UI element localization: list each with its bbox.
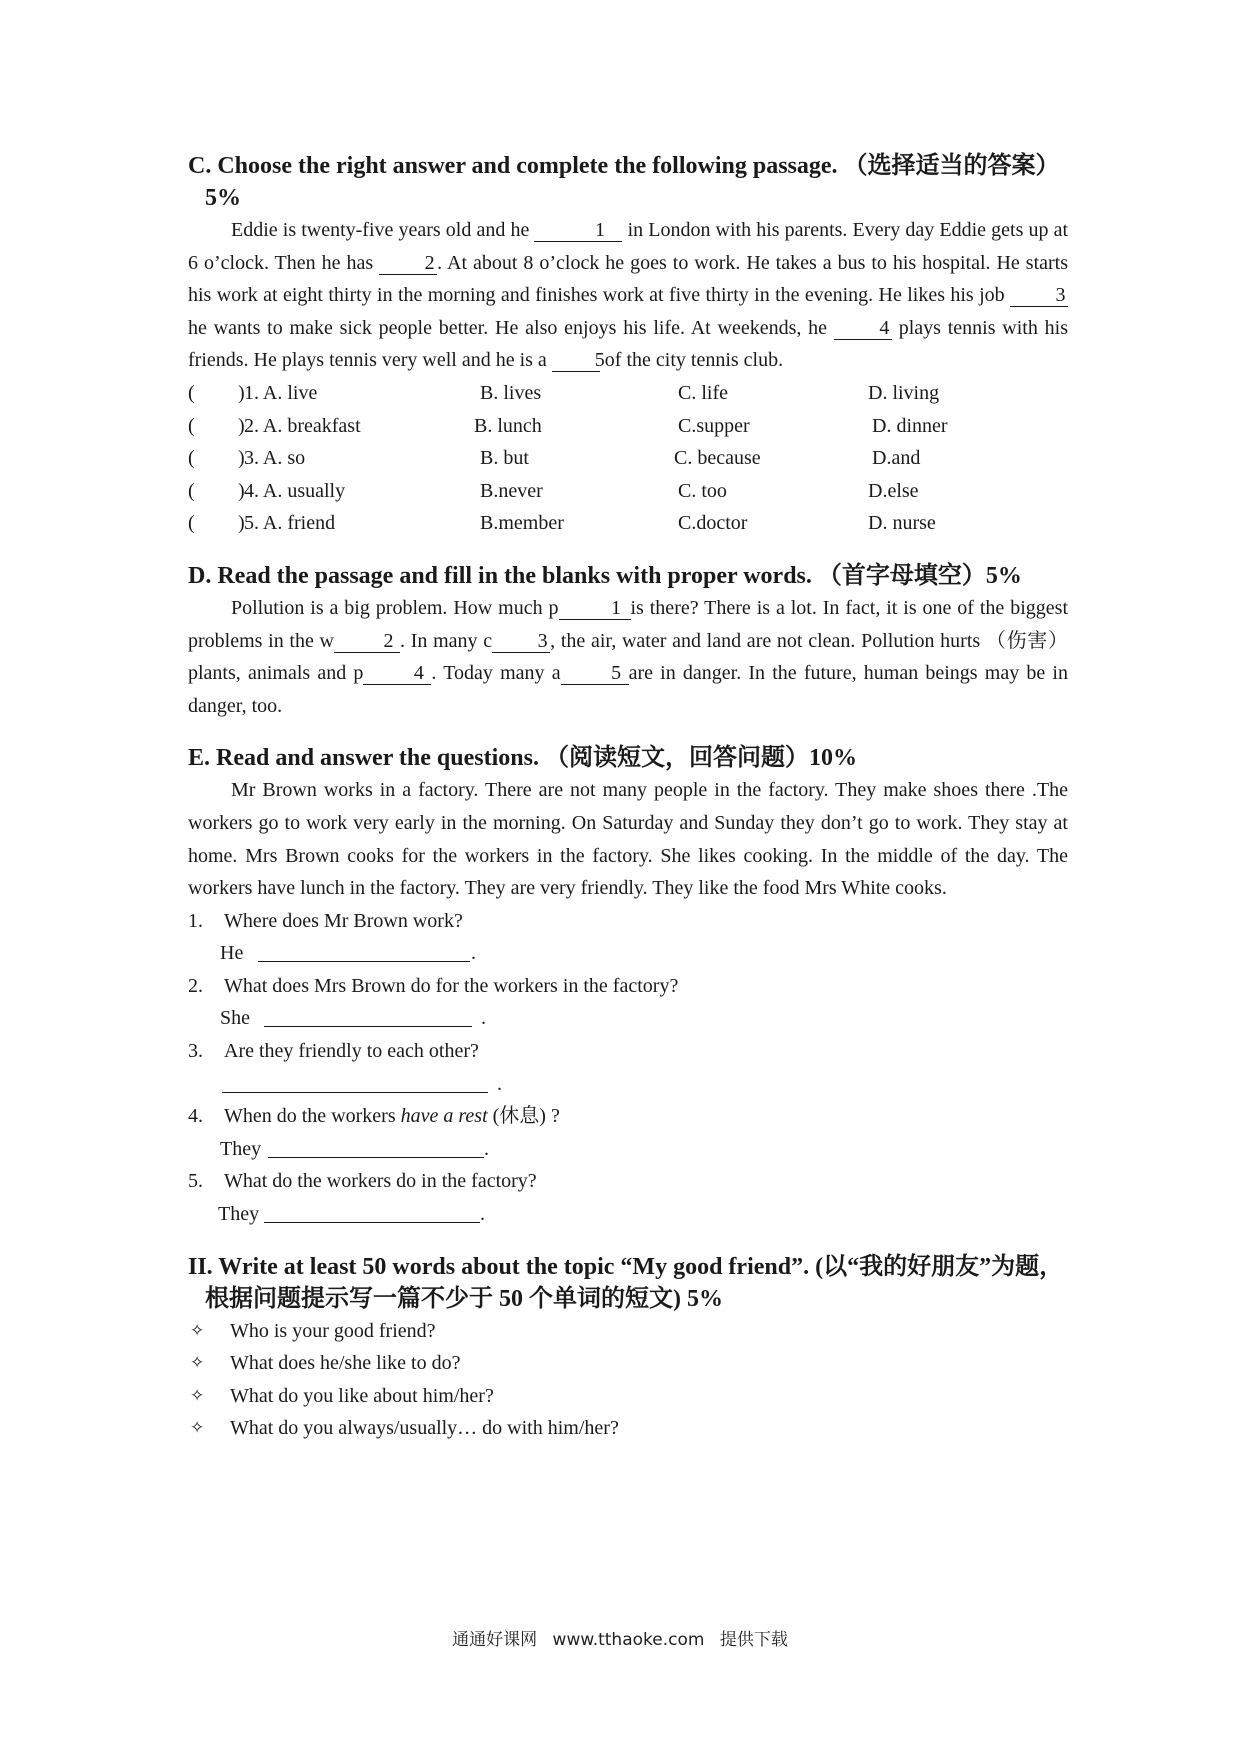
question-text: Where does Mr Brown work?	[224, 909, 463, 932]
question-text-emphasis: have a rest	[400, 1105, 488, 1128]
section-spacer	[188, 1231, 1068, 1251]
question-text-part: When do the workers	[224, 1105, 401, 1128]
answer-line	[188, 1002, 1068, 1035]
question-item	[188, 905, 1068, 938]
answer-blank[interactable]	[268, 1157, 484, 1158]
option-d: D. nurse	[868, 512, 936, 535]
question-item	[188, 1100, 1068, 1133]
answer-paren-close: )	[238, 447, 245, 470]
passage-text: he wants to make sick people better. He also enjoys his life. At weekends, he	[188, 316, 828, 339]
tip-item	[188, 1347, 1068, 1380]
passage-text: plays tennis with his friends. He plays tennis very well and he is a	[188, 316, 1069, 372]
section-c-passage	[188, 214, 1068, 377]
blank-5[interactable]: 5	[561, 662, 629, 685]
section-spacer	[188, 722, 1068, 742]
option-a: 5. A. friend	[244, 512, 336, 535]
option-b: B. lunch	[474, 414, 542, 437]
answer-blank[interactable]	[258, 961, 470, 962]
answer-line	[188, 1068, 1068, 1101]
answer-prefix: They	[218, 1203, 260, 1226]
footer-site-name: 通通好课网	[452, 1630, 538, 1650]
answer-paren-open: (	[188, 414, 195, 437]
passage-text: Pollution is a big problem. How much p	[231, 596, 559, 619]
option-d: D. living	[868, 381, 940, 404]
worksheet-content	[188, 150, 1068, 1445]
answer-period: .	[497, 1072, 502, 1095]
option-row	[188, 377, 1068, 410]
passage-text: . At about 8 o’clock he goes to work. He takes a bus to his hospital. He starts his work at eight thirty in the morning and finishes work at five thirty in the evening. He likes his job	[188, 251, 1069, 307]
passage-text: . Today many a	[431, 662, 561, 685]
answer-period: .	[480, 1203, 485, 1226]
option-row	[188, 442, 1068, 475]
question-number: 2.	[188, 974, 203, 997]
blank-4[interactable]: 4	[363, 662, 431, 685]
section-d-title: D. Read the passage and fill in the blanks with proper words. （首字母填空）5%	[188, 562, 1022, 589]
question-item	[188, 970, 1068, 1003]
answer-blank[interactable]	[264, 1222, 480, 1223]
blank-1[interactable]: 1	[534, 219, 622, 242]
option-d: D.else	[868, 479, 919, 502]
answer-paren-open: (	[188, 512, 195, 535]
answer-prefix: He	[220, 942, 244, 965]
tip-text: What does he/she like to do?	[230, 1352, 461, 1375]
question-number: 5.	[188, 1170, 203, 1193]
section-c-title: C. Choose the right answer and complete the following passage. （选择适当的答案）5%	[188, 153, 1060, 211]
answer-line	[188, 1198, 1068, 1231]
sparkle-bullet-icon: ✧	[190, 1353, 205, 1374]
answer-paren-close: )	[238, 414, 245, 437]
blank-4[interactable]: 4	[834, 317, 892, 340]
answer-paren-close: )	[238, 512, 245, 535]
passage-text: are in danger. In the future, human beings may be in danger, too.	[188, 662, 1068, 717]
sparkle-bullet-icon: ✧	[190, 1418, 205, 1439]
footer-url[interactable]: www.tthaoke.com	[552, 1630, 705, 1650]
option-c: C. too	[678, 479, 727, 502]
section-e-passage: Mr Brown works in a factory. There are not many people in the factory. They make shoes there .The workers go to work very early in the morning. On Saturday and Sunday they don’t go to work. They stay at home. Mrs Brown cooks for the workers in the factory. She likes cooking. In the middle of the day. The workers have lunch in the factory. They are very friendly. They like the food Mrs White cooks.	[188, 779, 1068, 900]
question-list	[188, 905, 1068, 1231]
section-spacer	[188, 540, 1068, 560]
sparkle-bullet-icon: ✧	[190, 1385, 205, 1406]
question-text: Are they friendly to each other?	[224, 1040, 479, 1063]
passage-text: in London with his parents. Every day Eddie gets up at 6 o’clock. Then he has	[188, 219, 1069, 274]
answer-prefix: They	[220, 1137, 262, 1160]
question-number: 4.	[188, 1105, 203, 1128]
blank-2[interactable]: 2	[334, 630, 400, 653]
answer-line	[188, 1133, 1068, 1166]
answer-paren-open: (	[188, 447, 195, 470]
question-number: 1.	[188, 909, 203, 932]
option-a: 1. A. live	[244, 381, 318, 404]
option-d: D.and	[872, 447, 921, 470]
option-b: B.member	[480, 512, 564, 535]
passage-text: is there? There is a lot. In fact, it is one of the biggest problems in the w	[188, 596, 1068, 652]
blank-3[interactable]: 3	[492, 630, 550, 653]
answer-period: .	[484, 1137, 489, 1160]
sparkle-bullet-icon: ✧	[190, 1320, 205, 1341]
blank-1[interactable]: 1	[559, 597, 631, 620]
blank-3[interactable]: 3	[1010, 284, 1068, 307]
option-a: 4. A. usually	[244, 479, 346, 502]
section-d-passage	[188, 592, 1068, 722]
option-row	[188, 507, 1068, 540]
section-e-title: E. Read and answer the questions. （阅读短文，回答问题）10%	[188, 745, 857, 772]
option-c: C.supper	[678, 414, 750, 437]
answer-paren-open: (	[188, 479, 195, 502]
question-item	[188, 1035, 1068, 1068]
option-d: D. dinner	[872, 414, 948, 437]
tip-item	[188, 1380, 1068, 1413]
answer-blank[interactable]	[222, 1092, 488, 1093]
tip-item	[188, 1315, 1068, 1348]
option-a: 3. A. so	[244, 447, 306, 470]
question-text: What do the workers do in the factory?	[224, 1170, 537, 1193]
passage-text: of the city tennis club.	[604, 349, 784, 372]
section-c-options	[188, 377, 1068, 540]
tip-text: What do you always/usually… do with him/her?	[230, 1417, 619, 1440]
answer-prefix: She	[220, 1007, 250, 1030]
blank-2[interactable]: 2	[379, 252, 437, 275]
question-text: What does Mrs Brown do for the workers in the factory?	[224, 974, 679, 997]
option-row	[188, 410, 1068, 443]
option-row	[188, 475, 1068, 508]
page-footer	[0, 1625, 1240, 1650]
answer-period: .	[471, 942, 476, 965]
passage-text: . In many c	[400, 629, 493, 652]
option-b: B. lives	[480, 381, 542, 404]
blank-5[interactable]: 5	[552, 349, 600, 372]
footer-suffix: 提供下载	[719, 1630, 788, 1650]
option-b: B. but	[480, 447, 529, 470]
writing-tips	[188, 1315, 1068, 1445]
answer-line	[188, 937, 1068, 970]
answer-paren-close: )	[238, 381, 245, 404]
question-text-part: (休息) ?	[487, 1105, 560, 1128]
answer-paren-open: (	[188, 381, 195, 404]
question-number: 3.	[188, 1040, 203, 1063]
option-c: C.doctor	[678, 512, 748, 535]
question-text	[224, 1100, 560, 1133]
option-a: 2. A. breakfast	[244, 414, 361, 437]
answer-paren-close: )	[238, 479, 245, 502]
section-ii-title: II. Write at least 50 words about the topic “My good friend”. (以“我的好朋友”为题，根据问题提示写一篇不少于 50 个单词的短文) 5%	[188, 1253, 1064, 1312]
tip-item	[188, 1412, 1068, 1445]
question-item	[188, 1165, 1068, 1198]
passage-text: , the air, water and land are not clean. Pollution hurts （伤害） plants, animals and p	[188, 629, 1068, 685]
option-b: B.never	[480, 479, 543, 502]
passage-text: Eddie is twenty-five years old and he	[231, 219, 530, 241]
tip-text: Who is your good friend?	[230, 1319, 436, 1342]
answer-period: .	[481, 1007, 486, 1030]
tip-text: What do you like about him/her?	[230, 1384, 494, 1407]
option-c: C. life	[678, 381, 728, 404]
answer-blank[interactable]	[264, 1026, 472, 1027]
option-c: C. because	[674, 447, 761, 470]
